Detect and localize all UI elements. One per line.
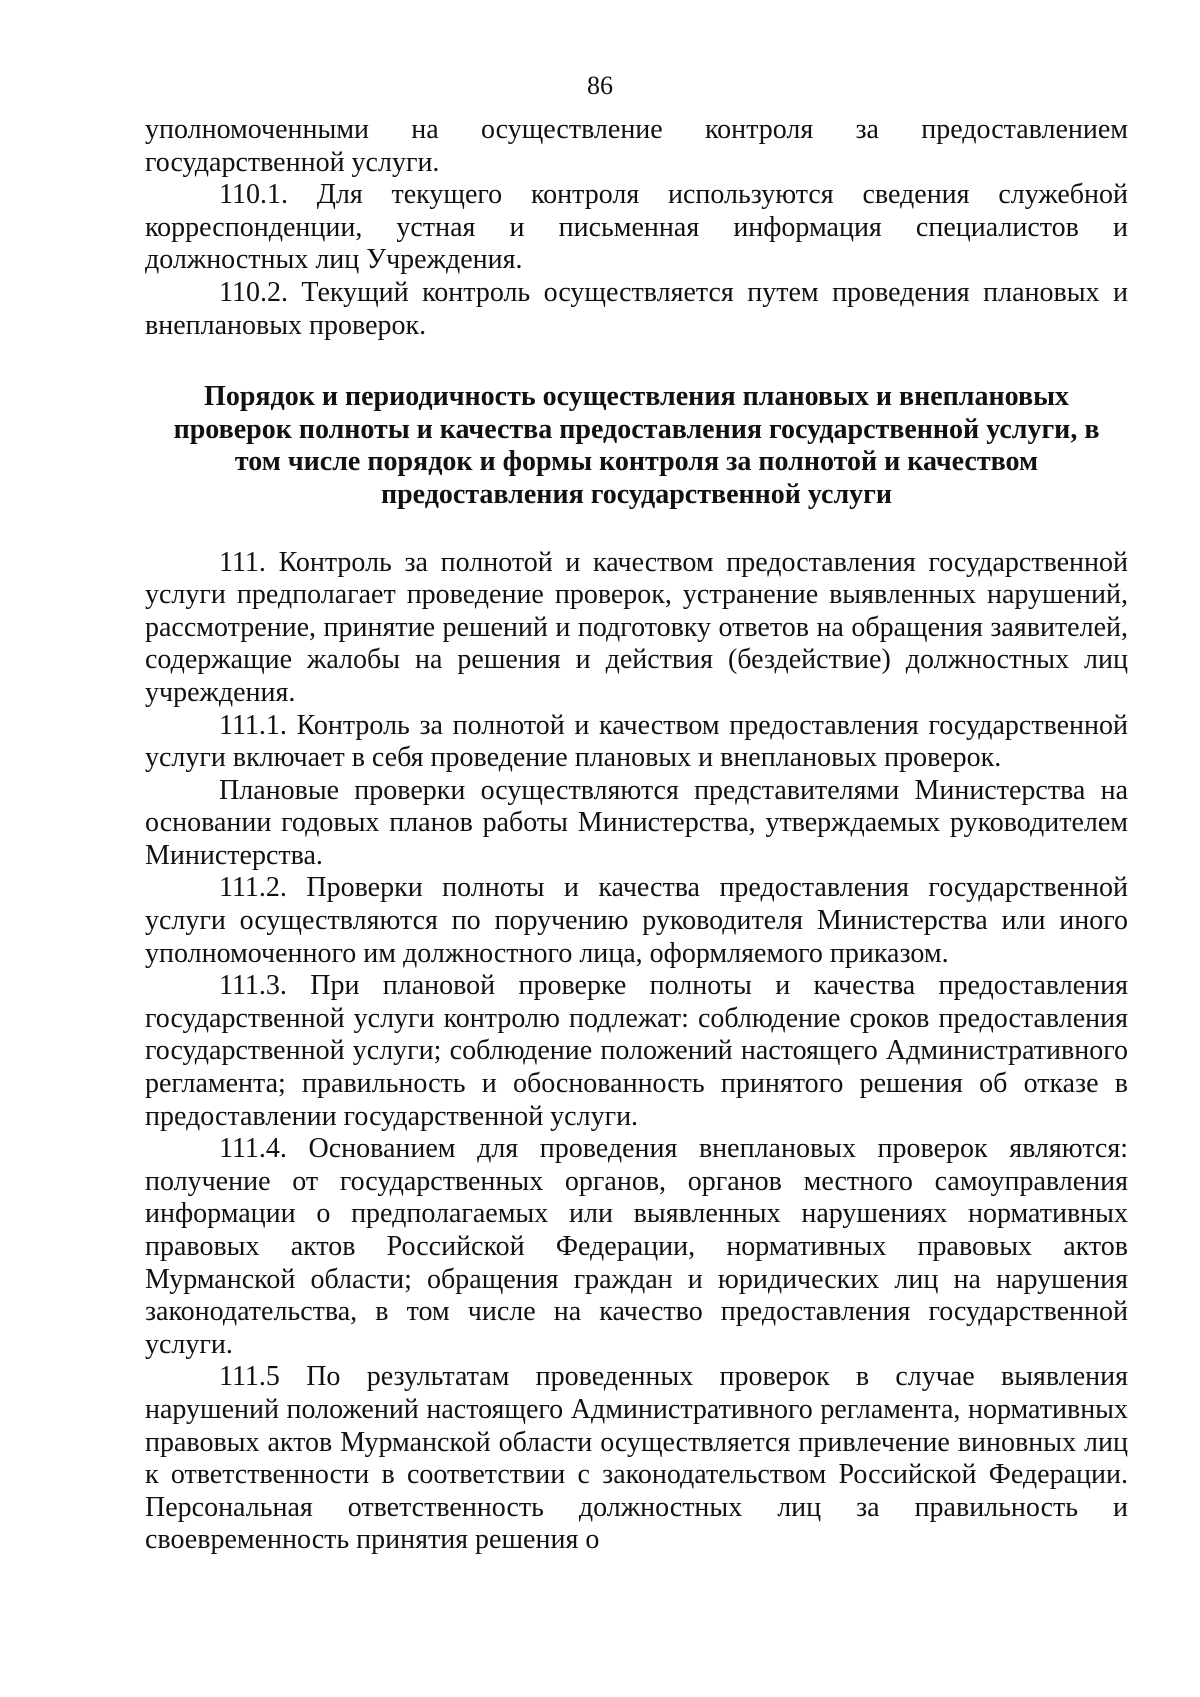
heading-line: предоставления государственной услуги bbox=[380, 478, 893, 510]
heading-line: Порядок и периодичность осуществления плановых и внеплановых bbox=[204, 381, 1069, 413]
paragraph-110-1: 110.1. Для текущего контроля используются сведения служебной корреспонденции, устная и письменная информация специалистов и должностных лиц Учреждения. bbox=[145, 179, 1128, 276]
paragraph-111-5: 111.5 По результатам проведенных проверок в случае выявления нарушений положений настоящего Административного регламента, нормативных правовых актов Мурманской области осуществляется привлечение виновных лиц к ответственности в соответствии с законодательством Российской Федерации. Персональная ответственность должностных лиц за правильность и своевременность принятия решения о bbox=[145, 1361, 1128, 1556]
paragraph-111: 111. Контроль за полнотой и качеством предоставления государственной услуги предполагает проведение проверок, устранение выявленных нарушений, рассмотрение, принятие решений и подготовку ответов на обращения заявителей, содержащие жалобы на решения и действия (бездействие) должностных лиц учреждения. bbox=[145, 546, 1128, 708]
section-heading bbox=[145, 381, 1128, 511]
paragraph-continuation: уполномоченными на осуществление контроля за предоставлением государственной услуги. bbox=[145, 114, 1128, 178]
document-body bbox=[145, 114, 1128, 1557]
page-number: 86 bbox=[587, 71, 613, 100]
heading-line: проверок полноты и качества предоставления государственной услуги, в bbox=[173, 413, 1100, 445]
paragraph-110-2: 110.2. Текущий контроль осуществляется путем проведения плановых и внеплановых проверок. bbox=[145, 276, 1128, 341]
paragraph-111-2: 111.2. Проверки полноты и качества предоставления государственной услуги осуществляются по поручению руководителя Министерства или иного уполномоченного им должностного лица, оформляемого приказом. bbox=[145, 872, 1128, 969]
heading-line: том числе порядок и формы контроля за полнотой и качеством bbox=[234, 446, 1039, 478]
paragraph-111-3: 111.3. При плановой проверке полноты и качества предоставления государственной услуги контролю подлежат: соблюдение сроков предоставления государственной услуги; соблюдение положений настоящего Административного регламента; правильность и обоснованность принятого решения об отказе в предоставлении государственной услуги. bbox=[145, 970, 1128, 1132]
paragraph-111-4: 111.4. Основанием для проведения внеплановых проверок являются: получение от государственных органов, органов местного самоуправления информации о предполагаемых или выявленных нарушениях нормативных правовых актов Российской Федерации, нормативных правовых актов Мурманской области; обращения граждан и юридических лиц на нарушения законодательства, в том числе на качество предоставления государственной услуги. bbox=[145, 1133, 1128, 1360]
paragraph-planned-checks: Плановые проверки осуществляются представителями Министерства на основании годовых планов работы Министерства, утверждаемых руководителем Министерства. bbox=[145, 774, 1128, 871]
paragraph-111-1: 111.1. Контроль за полнотой и качеством предоставления государственной услуги включает в себя проведение плановых и внеплановых проверок. bbox=[145, 709, 1128, 774]
